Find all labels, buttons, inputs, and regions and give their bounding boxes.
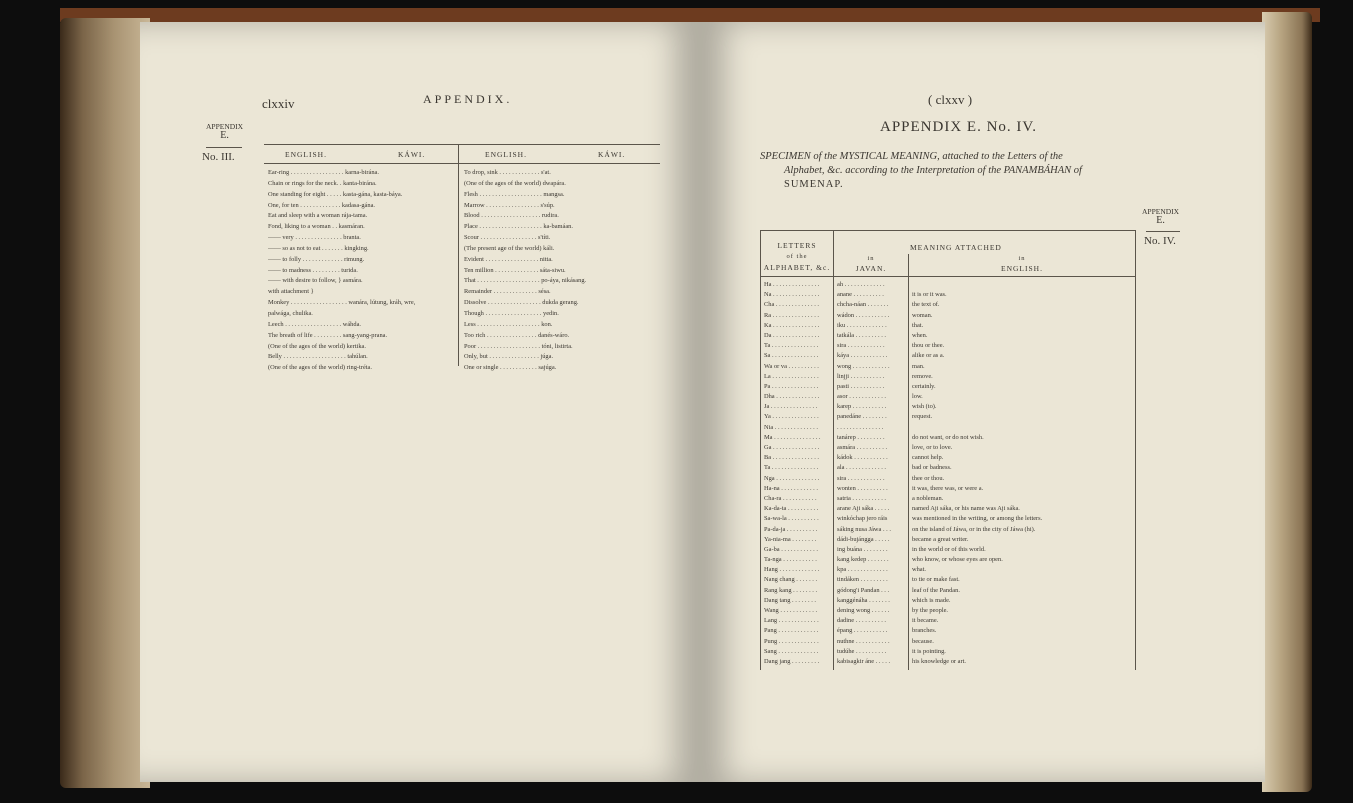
letter-cell: Pa . . . . . . . . . . . . . . .: [764, 382, 819, 390]
english-header: in ENGLISH.: [1001, 255, 1043, 273]
javan-cell: dening wong . . . . . .: [837, 607, 890, 614]
letter-cell: Ga . . . . . . . . . . . . . . .: [764, 444, 820, 451]
javan-cell: tanárep . . . . . . . . .: [837, 433, 885, 441]
entry-row: —— to madness . . . . . . . . . turida.: [268, 266, 358, 274]
english-cell: do not want, or do not wish.: [912, 433, 984, 441]
entry-row: —— with desire to follow, } asmára.: [268, 277, 363, 285]
javan-cell: dadine . . . . . . . . . .: [837, 617, 886, 625]
letter-cell: Dang tang . . . . . . . .: [764, 596, 817, 604]
english-cell: love, or to love.: [912, 444, 953, 451]
javan-cell: anane . . . . . . . . . .: [837, 291, 884, 299]
english-cell: by the people.: [912, 607, 949, 614]
col2-entries: [464, 168, 658, 374]
letter-cell: Da . . . . . . . . . . . . . . .: [764, 331, 820, 339]
letter-cell: Hang . . . . . . . . . . . . .: [764, 566, 820, 574]
javan-cell: tudúhe . . . . . . . . . .: [837, 647, 887, 655]
english-cell: alike or as a.: [912, 352, 945, 360]
margin-note-line2: E.: [1156, 215, 1165, 226]
table-top-rule: [760, 230, 1136, 231]
entry-row: Ten million . . . . . . . . . . . . . . sáta-siwu.: [464, 266, 566, 274]
letter-cell: Ka-da-ta . . . . . . . . . .: [764, 505, 819, 513]
javan-cell: tindáken . . . . . . . . .: [837, 576, 888, 584]
margin-note-line2: E.: [220, 130, 229, 141]
entry-row: palwága, chulika.: [268, 309, 313, 317]
english-cell: to tie or make fast.: [912, 576, 960, 584]
table-header-rule: [264, 163, 660, 164]
letter-cell: Ya-nia-ma . . . . . . . .: [764, 535, 817, 543]
letter-cell: Dang jang . . . . . . . . .: [764, 657, 820, 665]
english-cell: what.: [912, 566, 927, 574]
english-cell: leaf of the Pandan.: [912, 586, 960, 594]
javan-cell: wádon . . . . . . . . . . .: [837, 311, 890, 319]
margin-note-line1: APPENDIX: [206, 122, 244, 131]
margin-note-line1: APPENDIX: [1142, 207, 1180, 216]
book-cover-top: [60, 8, 1320, 22]
letter-cell: Ra . . . . . . . . . . . . . . .: [764, 311, 820, 319]
javan-cell: linjji . . . . . . . . . . .: [837, 372, 885, 380]
english-cell: when.: [912, 331, 928, 339]
english-cell: wish (to).: [912, 403, 937, 411]
javan-divider: [908, 254, 909, 670]
letter-cell: Ba . . . . . . . . . . . . . . .: [764, 454, 820, 462]
entry-row: Fond, liking to a woman . . kasmáran.: [268, 223, 365, 231]
entry-row: Place . . . . . . . . . . . . . . . . . . . . ka-bamáan.: [464, 223, 573, 231]
javan-cell: panedáne . . . . . . . .: [837, 413, 887, 421]
english-cell: was mentioned in the writing, or among the letters.: [912, 515, 1043, 523]
entry-row: Evident . . . . . . . . . . . . . . . . . nitta.: [464, 255, 553, 263]
left-page: [140, 22, 700, 782]
right-page-number: ( clxxv ): [928, 92, 973, 107]
letter-cell: Dha . . . . . . . . . . . . . .: [764, 393, 820, 401]
letter-cell: Wa or va . . . . . . . . . .: [764, 362, 819, 370]
english-cell: branches.: [912, 627, 937, 635]
letters-divider: [833, 230, 834, 670]
javan-cell: satria . . . . . . . . . . .: [837, 494, 886, 502]
javan-cell: épang . . . . . . . . . . .: [837, 627, 888, 635]
entry-row: —— very . . . . . . . . . . . . . . . branta.: [268, 234, 361, 242]
letter-cell: Sa-wa-la . . . . . . . . . .: [764, 515, 819, 523]
entry-row: Belly . . . . . . . . . . . . . . . . . . . . tahúlan.: [268, 353, 368, 361]
col1-header-kawi: KÁWI.: [398, 150, 426, 159]
english-cell: which is made.: [912, 596, 951, 604]
left-margin-note: [206, 122, 243, 140]
entry-row: Poor . . . . . . . . . . . . . . . . . . . . tóni, listirta.: [464, 342, 573, 350]
javan-cell: sira . . . . . . . . . . . .: [837, 342, 885, 350]
appendix-title: APPENDIX E. No. IV.: [880, 119, 1038, 135]
letter-cell: Nga . . . . . . . . . . . . . .: [764, 474, 820, 482]
english-cell: it is or it was.: [912, 291, 947, 299]
english-cell: in the world or of this world.: [912, 545, 986, 553]
javan-cell: tatkála . . . . . . . . . .: [837, 331, 886, 339]
letter-cell: Pa-da-ja . . . . . . . . . .: [764, 525, 818, 533]
entry-row: Less . . . . . . . . . . . . . . . . . . . . kon.: [464, 320, 553, 328]
english-cell: it was, there was, or were a.: [912, 484, 984, 492]
letter-cell: Ha . . . . . . . . . . . . . . .: [764, 281, 820, 288]
col2-header-english: ENGLISH.: [485, 150, 527, 159]
entry-row: Remainder . . . . . . . . . . . . . . sésa.: [464, 288, 551, 296]
javan-cell: gódong'i Pandan . . .: [837, 586, 890, 594]
javan-cell: . . . . . . . . . . . . . . .: [837, 423, 884, 431]
english-cell: [912, 280, 1134, 290]
entry-row: (The present age of the world) káli.: [464, 244, 555, 252]
margin-rule: [206, 147, 242, 148]
letter-cell: Ka . . . . . . . . . . . . . . .: [764, 321, 820, 329]
margin-note-line3: No. IV.: [1144, 235, 1176, 247]
entry-row: Ear-ring . . . . . . . . . . . . . . . . . karna-birána.: [268, 169, 379, 176]
letter-cell: Ta-nga . . . . . . . . . . .: [764, 556, 817, 564]
entry-row: One, for ten . . . . . . . . . . . . . kadasa-gána.: [268, 201, 376, 209]
entry-row: Blood . . . . . . . . . . . . . . . . . . . rudira.: [464, 212, 559, 220]
col1-header-english: ENGLISH.: [285, 150, 327, 159]
entry-row: Eat and sleep with a woman rája-tama.: [268, 212, 368, 220]
letter-cell: Lang . . . . . . . . . . . . .: [764, 617, 819, 625]
left-running-head: APPENDIX.: [423, 92, 513, 106]
english-column: [912, 280, 1134, 667]
english-cell: became a great writer.: [912, 535, 969, 543]
entry-row: Monkey . . . . . . . . . . . . . . . . . . wanára, lútung, kráh, wre,: [268, 299, 416, 307]
javan-cell: ah . . . . . . . . . . . . .: [837, 281, 885, 288]
entry-row: (One of the ages of the world) ring-tréta.: [268, 364, 372, 372]
entry-row: That . . . . . . . . . . . . . . . . . . . . po-áya, nikásang.: [464, 277, 587, 285]
entry-row: Scour . . . . . . . . . . . . . . . . . . s'títi.: [464, 234, 551, 242]
english-cell: who know, or whose eyes are open.: [912, 556, 1003, 564]
english-cell: it is pointing.: [912, 647, 946, 655]
entry-row: To drop, sink . . . . . . . . . . . . . s'at.: [464, 169, 551, 176]
javan-cell: kang kedep . . . . . . .: [837, 556, 889, 564]
english-cell: on the island of Jáwa, or in the city of Jáwa (hi).: [912, 525, 1036, 533]
entry-row: Though . . . . . . . . . . . . . . . . . . yedin.: [464, 309, 559, 317]
intro-line-3: SUMENAP.: [784, 179, 844, 190]
english-cell: low.: [912, 393, 923, 401]
intro-line-2: Alphabet, &c. according to the Interpretation of the PANAMBÁHAN of: [784, 165, 1082, 176]
letter-cell: Pang . . . . . . . . . . . . .: [764, 627, 819, 635]
english-cell: it became.: [912, 617, 939, 625]
table-left-border: [760, 230, 761, 670]
javan-cell: asmára . . . . . . . . . .: [837, 444, 888, 451]
javan-cell: wong . . . . . . . . . . . .: [837, 362, 890, 370]
margin-rule: [1146, 231, 1180, 232]
letter-cell: Sang . . . . . . . . . . . . .: [764, 647, 819, 655]
entry-row: (One of the ages of the world) kertika.: [268, 342, 366, 350]
javan-cell: nuthne . . . . . . . . . . .: [837, 637, 890, 645]
letter-cell: Cha-ra . . . . . . . . . . .: [764, 494, 817, 502]
letter-cell: Ga-ba . . . . . . . . . . . .: [764, 545, 818, 553]
english-cell: bad or badness.: [912, 464, 952, 472]
javan-cell: dádi-bujángga . . . . .: [837, 535, 890, 543]
entry-row: Leech . . . . . . . . . . . . . . . . . . wáhda.: [268, 320, 361, 328]
meaning-header: MEANING ATTACHED: [910, 243, 1002, 252]
col1-entries: [268, 168, 454, 374]
english-cell: thou or thee.: [912, 342, 945, 350]
intro-line-1: SPECIMEN of the MYSTICAL MEANING, attached to the Letters of the: [760, 151, 1063, 162]
right-page: [700, 22, 1265, 782]
letter-cell: Na . . . . . . . . . . . . . . .: [764, 291, 820, 299]
english-cell: because.: [912, 637, 934, 645]
javan-cell: winkóchap jero ráis: [837, 515, 888, 523]
english-cell: thee or thou.: [912, 474, 945, 482]
letter-cell: La . . . . . . . . . . . . . . .: [764, 372, 819, 380]
javan-cell: karep . . . . . . . . . . .: [837, 403, 887, 411]
javan-cell: kádok . . . . . . . . . . .: [837, 454, 888, 462]
left-page-edges: [60, 18, 150, 788]
javan-cell: iku . . . . . . . . . . . . .: [837, 321, 887, 329]
javan-cell: káya . . . . . . . . . . . .: [837, 352, 888, 360]
letter-cell: Ta . . . . . . . . . . . . . . .: [764, 342, 819, 350]
javan-cell: ala . . . . . . . . . . . . .: [837, 464, 886, 472]
english-cell: man.: [912, 362, 925, 370]
javan-cell: wonten . . . . . . . . . .: [837, 484, 888, 492]
entry-row: Only, but . . . . . . . . . . . . . . . . júga.: [464, 353, 554, 361]
entry-row: Marrow . . . . . . . . . . . . . . . . . s'súp.: [464, 201, 555, 209]
javan-cell: sáking nusa Jáwa . . .: [837, 525, 891, 533]
javan-cell: arane Aji sáka . . . . .: [837, 505, 890, 513]
javan-cell: kpa . . . . . . . . . . . . .: [837, 566, 888, 574]
entry-row: The breath of life . . . . . . . . . sang-yang-prana.: [268, 331, 388, 339]
entry-row: Chain or rings for the neck. . kanta-birána.: [268, 179, 377, 187]
col2-header-kawi: KÁWI.: [598, 150, 626, 159]
english-cell: remove.: [912, 372, 933, 380]
javan-cell: kanggénáha . . . . . . .: [837, 596, 890, 604]
english-cell: certainly.: [912, 382, 936, 390]
letter-cell: Nang chang . . . . . . .: [764, 576, 818, 584]
javan-cell: chcha-náan . . . . . . .: [837, 301, 889, 309]
letters-column: [764, 280, 832, 667]
letter-cell: Ha-na . . . . . . . . . . . .: [764, 484, 818, 492]
javan-cell: asor . . . . . . . . . . . .: [837, 393, 886, 401]
english-cell: named Aji sáka, or his name was Aji sáka.: [912, 505, 1020, 513]
letter-cell: Sa . . . . . . . . . . . . . . .: [764, 352, 819, 360]
letter-cell: Ja . . . . . . . . . . . . . . .: [764, 403, 818, 411]
english-cell: request.: [912, 413, 933, 421]
letters-header: LETTERS of the ALPHABET, &c.: [763, 241, 831, 272]
right-page-edges: [1262, 12, 1312, 792]
letter-cell: Ta . . . . . . . . . . . . . . .: [764, 464, 819, 472]
english-cell: cannot help.: [912, 454, 944, 462]
letter-cell: Wang . . . . . . . . . . . .: [764, 607, 818, 614]
english-cell: [912, 423, 1134, 433]
column-divider: [458, 144, 459, 366]
entry-row: —— to folly . . . . . . . . . . . . . rimung.: [268, 255, 365, 263]
left-page-number: clxxiv: [262, 96, 295, 111]
entry-row: One or single . . . . . . . . . . . . sajúga.: [464, 364, 557, 372]
letter-cell: Ya . . . . . . . . . . . . . . .: [764, 413, 819, 421]
letter-cell: Pung . . . . . . . . . . . . .: [764, 637, 819, 645]
entry-row: Too rich . . . . . . . . . . . . . . . . danés-wáro.: [464, 331, 570, 339]
entry-row: Dissolve . . . . . . . . . . . . . . . . . dukda gerang.: [464, 299, 579, 307]
english-cell: woman.: [912, 311, 933, 319]
english-cell: a nobleman.: [912, 494, 944, 502]
javan-cell: ing buána . . . . . . . .: [837, 545, 888, 553]
entry-row: (One of the ages of the world) dwapára.: [464, 179, 566, 187]
javan-cell: sira . . . . . . . . . . . .: [837, 474, 885, 482]
entry-row: —— so as not to eat . . . . . . . kingking.: [268, 244, 369, 252]
letter-cell: Nia . . . . . . . . . . . . . .: [764, 423, 818, 431]
english-cell: that.: [912, 321, 924, 329]
javan-cell: pasti . . . . . . . . . . .: [837, 382, 885, 390]
entry-row: Flesh . . . . . . . . . . . . . . . . . . . . mangsa.: [464, 190, 565, 198]
table-right-border: [1135, 230, 1136, 670]
english-cell: the text of.: [912, 301, 940, 309]
table-top-rule: [264, 144, 660, 145]
entry-row: One standing for eight . . . . . kasta-gána, kasta-báya.: [268, 190, 403, 198]
right-margin-note: [1142, 207, 1179, 225]
margin-note-line3: No. III.: [202, 151, 235, 163]
entry-row: with attachment }: [268, 288, 314, 296]
javan-header: in JAVAN.: [855, 255, 887, 273]
table-header-rule: [760, 276, 1136, 277]
letter-cell: Rang kang . . . . . . . .: [764, 586, 818, 594]
english-cell: his knowledge or art.: [912, 657, 966, 665]
letter-cell: Ma . . . . . . . . . . . . . . .: [764, 433, 821, 441]
javan-cell: kabisagkir áne . . . . .: [837, 657, 891, 665]
letter-cell: Cha . . . . . . . . . . . . . .: [764, 301, 820, 309]
javan-column: [837, 280, 907, 667]
